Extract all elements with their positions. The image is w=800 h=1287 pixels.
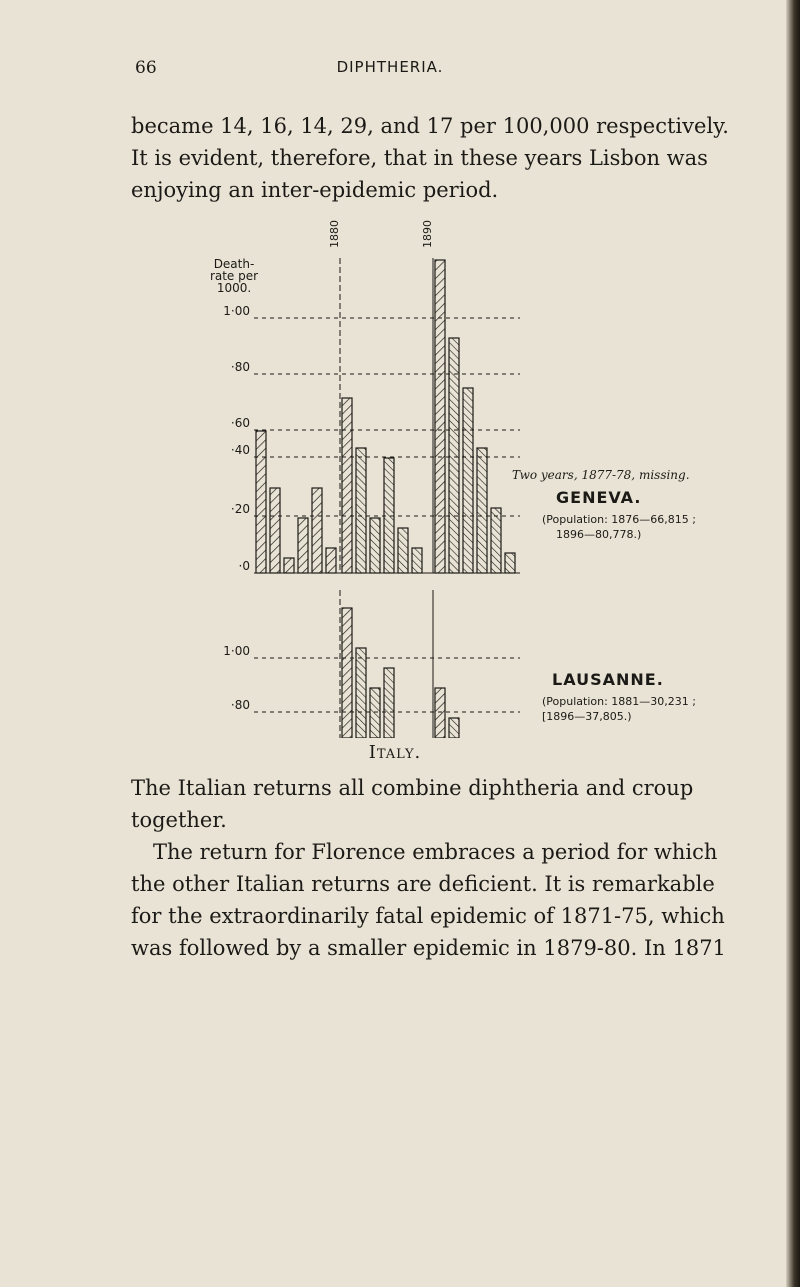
geneva-tick: ·20 [230,502,250,516]
y-label-line: Death- [213,257,255,271]
lausanne-bars [342,608,459,738]
text-line: enjoying an inter-epidemic period. [131,178,499,202]
geneva-missing-note: Two years, 1877-78, missing. [512,468,690,482]
geneva-tick: ·0 [238,559,250,573]
geneva-title: GENEVA. [556,488,642,507]
geneva-tick: 1·00 [223,304,250,318]
section-heading: Italy. [368,742,422,763]
text-line: The Italian returns all combine diphtheria and croup [131,776,694,800]
year-label-1890: 1890 [421,220,434,248]
text-line: for the extraordinarily fatal epidemic of 1871-75, which [131,904,725,928]
intro-paragraph [131,110,761,206]
population-line: (Population: 1876—66,815 ; [542,513,696,526]
text-line: together. [131,808,227,832]
running-title: DIPHTHERIA. [336,58,444,76]
diphtheria-death-rate-figure [190,218,750,738]
lausanne-title: LAUSANNE. [552,670,664,689]
text-line: the other Italian returns are deficient. It is remarkable [131,872,715,896]
geneva-bars [256,260,515,573]
page-binding-edge [786,0,800,1287]
page-number: 66 [135,58,157,78]
lausanne-population [542,694,696,724]
year-label-1880: 1880 [328,220,341,248]
y-label-line: 1000. [216,281,252,295]
y-axis-label [202,258,266,294]
italy-paragraph [131,772,761,964]
lausanne-tick: ·80 [230,698,250,712]
lausanne-tick: 1·00 [223,644,250,658]
population-line: 1896—80,778.) [556,528,642,541]
geneva-population [542,512,696,542]
population-line: [1896—37,805.) [542,710,632,723]
geneva-tick: ·40 [230,443,250,457]
text-line: It is evident, therefore, that in these years Lisbon was [131,146,708,170]
text-line: The return for Florence embraces a period for which [153,840,718,864]
population-line: (Population: 1881—30,231 ; [542,695,696,708]
text-line: became 14, 16, 14, 29, and 17 per 100,000 respectively. [131,114,729,138]
geneva-tick: ·80 [230,360,250,374]
y-label-line: rate per [209,269,259,283]
text-line: was followed by a smaller epidemic in 1879-80. In 1871 [131,936,726,960]
geneva-tick: ·60 [230,416,250,430]
